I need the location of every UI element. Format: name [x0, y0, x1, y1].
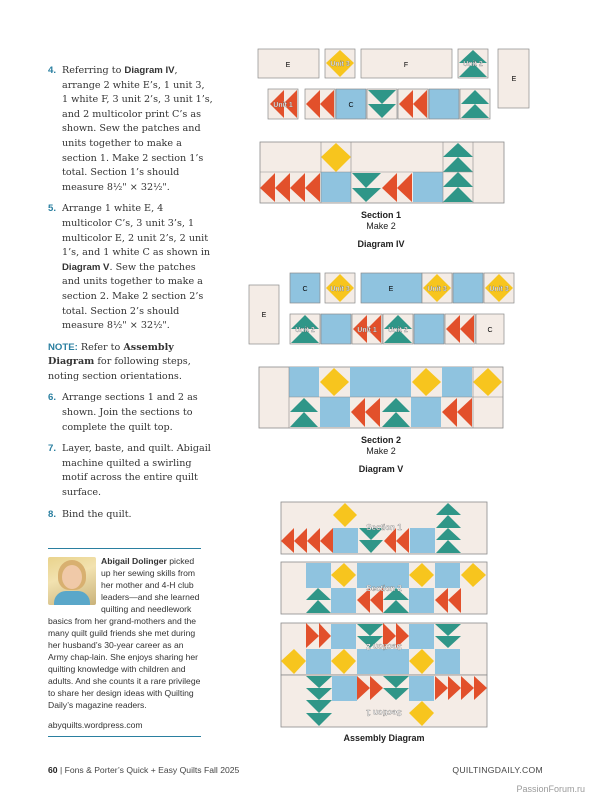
step-text: . Sew the patches and units together to make a section 2. Make 2 section 2’s total. Section 2’s should measure 8½" × 32½". [62, 261, 204, 332]
caption-make-2: Make 2 [366, 221, 396, 231]
diagram-iv-section [260, 142, 504, 203]
patch-label: F [403, 62, 409, 69]
diagram-v-exploded [249, 273, 514, 344]
note-text: Refer to [77, 341, 124, 353]
unit-label: Unit 3 [330, 61, 350, 68]
step-text: Arrange 1 white E, 4 multicolor C’s, 3 unit 3’s, 1 multicolor E, 2 unit 2’s, 2 unit 1’s, and 1 white C as shown in [62, 203, 211, 259]
step-text: Layer, baste, and quilt. Abigail machine quilted a swirling motif across the entire quilt surface. [62, 443, 211, 499]
step-text: , arrange 2 white E’s, 1 unit 3, 1 white F, 3 unit 2’s, 3 unit 1’s, and 2 multicolor print C’s as shown. Sew the patches and units together to make a section 1. Make 2 section 1’s total. Section 1’s should measure 8½" × 32½". [62, 65, 213, 193]
step-number: 5. [48, 203, 57, 215]
patch-label: E [285, 62, 291, 69]
diagram-ref: Diagram V [62, 261, 110, 273]
patch-label: C [348, 102, 354, 109]
caption-diagram-iv: Diagram IV [357, 239, 405, 249]
patch-label: E [261, 312, 267, 319]
caption-section-1: Section 1 [360, 210, 402, 220]
footer-site[interactable]: QUILTINGDAILY.COM [452, 765, 543, 775]
assembly-section-label: Section 1 [366, 523, 402, 532]
author-bio-text: picked up her sewing skills from her mother and 4-H club leaders—and she learned quilting and needlework basics from her grand-mothers and the many quilt guild friends she met during her husband’s 30-year career as an Army chap-lain. She enjoys sharing her quilting knowledge with children and adults. And she counts it a rare privilege to share her design ideas with Quilting Daily’s magazine readers. [48, 556, 201, 710]
patch-label: E [511, 76, 517, 83]
diagram-ref: Diagram IV [124, 65, 175, 76]
unit-label: Unit 1 [273, 102, 293, 109]
issue-label: Fall 2025 [201, 765, 240, 775]
caption-make-2: Make 2 [366, 446, 396, 456]
patch-label: E [388, 286, 394, 293]
patch-label: C [302, 286, 308, 293]
step-text: Arrange sections 1 and 2 as shown. Join the sections to complete the quilt top. [62, 392, 198, 433]
diagram-iv-exploded [258, 49, 529, 119]
step-number: 6. [48, 392, 57, 404]
footer-separator: | [57, 765, 65, 775]
diagram-ref: Assembly Diagram [48, 341, 174, 368]
unit-label: Unit 3 [330, 286, 350, 293]
watermark: PassionForum.ru [516, 784, 585, 794]
diagram-v-section [259, 367, 503, 428]
assembly-section-label: Section 1 [366, 708, 402, 717]
patch-label: C [487, 327, 493, 334]
step-text: Referring to [62, 65, 125, 76]
caption-assembly-diagram: Assembly Diagram [343, 733, 425, 743]
author-name: Abigail Dolinger [101, 556, 167, 566]
caption-diagram-v: Diagram V [358, 464, 404, 474]
unit-label: Unit 2 [295, 327, 315, 334]
assembly-section-label: Section 2 [366, 642, 402, 651]
caption-section-2: Section 2 [360, 435, 402, 445]
step-number: 8. [48, 508, 57, 520]
unit-label: Unit 3 [427, 286, 447, 293]
page-footer [48, 765, 239, 775]
unit-label: Unit 1 [357, 327, 377, 334]
note-label: NOTE: [48, 341, 78, 353]
magazine-title: Fons & Porter’s Quick + Easy Quilts [64, 765, 202, 775]
step-number: 4. [48, 65, 57, 76]
author-website-link[interactable]: abyquilts.wordpress.com [48, 719, 201, 737]
unit-label: Unit 2 [388, 327, 408, 334]
assembly-diagram [281, 502, 487, 727]
step-text: Bind the quilt. [62, 508, 132, 520]
unit-label: Unit 2 [463, 61, 483, 68]
step-number: 7. [48, 443, 57, 455]
unit-label: Unit 3 [489, 286, 509, 293]
page-number: 60 [48, 765, 58, 775]
assembly-section-label: Section 2 [366, 584, 402, 593]
note-text: for following steps, noting section orientations. [48, 356, 191, 382]
